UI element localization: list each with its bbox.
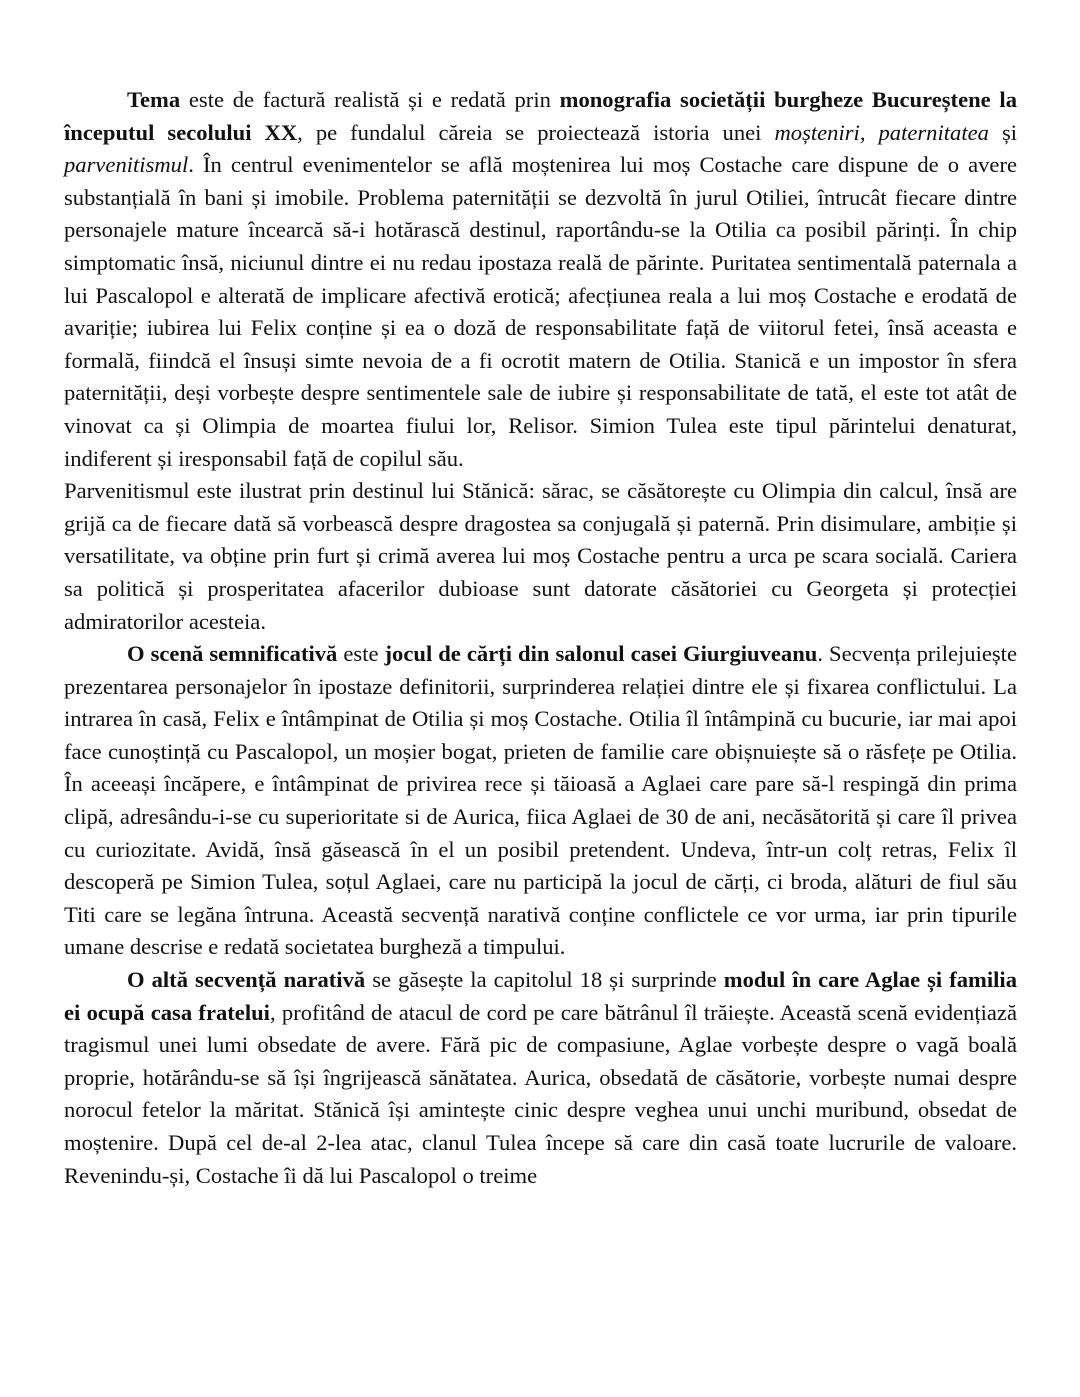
bold-text: O scenă semnificativă <box>127 641 338 667</box>
bold-text: Tema <box>127 87 181 112</box>
body-text: este de factură realistă și e redată prin <box>180 87 560 112</box>
italic-text: parvenitismul <box>64 152 189 178</box>
body-text: se găsește la capitolul 18 și surprinde <box>365 967 724 993</box>
body-text: , profitând de atacul de cord pe care bătrânul îl trăiește. Această scenă evidențiază tragismul unei lumi obsedate de avere. Fără pic de compasiune, Aglae vorbește despre o vagă boală proprie, hotărându-se să își îngrijească sănătatea. Aurica, obsedată de căsătorie, vorbește numai despre norocul fetelor la măritat. Stănică își amintește cinic despre veghea unui unchi muribund, obsedat de moștenire. După cel de-al 2-lea atac, clanul Tulea începe să care din casă toate lucrurile de valoare. Revenindu-și, Costache îi dă lui Pascalopol o treime <box>64 999 1017 1188</box>
document-page <box>64 84 1017 1192</box>
body-text: . În centrul evenimentelor se află moștenirea lui moș Costache care dispune de o avere substanțială în bani și imobile. Problema paternității se dezvoltă în jurul Otiliei, întrucât fiecare dintre personajele mature încearcă să-i hotărască destinul, raportându-se la Otilia ca posibil părinți. În chip simptomatic însă, niciunul dintre ei nu redau ipostaza reală de părinte. Puritatea sentimentală paternala a lui Pascalopol e alterată de implicare afectivă erotică; afecțiunea reala a lui moș Costache e erodată de avariție; iubirea lui Felix conține și ea o doză de responsabilitate față de viitorul fetei, însă aceasta e formală, fiindcă el însuși simte nevoia de a fi ocrotit matern de Otilia. Stanică e un impostor în sfera paternității, deși vorbește despre sentimentele sale de iubire și responsabilitate de tată, el este tot atât de vinovat ca și Olimpia de moartea fiului lor, Relisor. Simion Tulea este tipul părintelui denaturat, indiferent și iresponsabil față de copilul său. <box>64 152 1017 471</box>
body-text: Parvenitismul este ilustrat prin destinul lui Stănică: sărac, se căsătorește cu Olimpia din calcul, însă are grijă ca de fiecare dată să vorbească despre dragostea sa conjugală și paternă. Prin disimulare, ambiție și versatilitate, va obține prin furt și crimă averea lui moș Costache pentru a urca pe scara socială. Cariera sa politică și prosperitatea afacerilor dubioase sunt datorate căsătoriei cu Georgeta și protecției admiratorilor acesteia. <box>64 478 1017 634</box>
paragraph-theme <box>64 84 1017 475</box>
italic-text: moșteniri, paternitatea <box>774 119 989 145</box>
body-text: este <box>337 641 385 667</box>
paragraph-second-sequence <box>64 964 1017 1192</box>
paragraph-card-game-scene <box>64 638 1017 964</box>
body-text: , pe fundalul căreia se proiectează istoria unei <box>297 119 775 145</box>
bold-text: monografia societății burgheze Bucureștene la începutul secolului XX <box>64 87 1017 145</box>
paragraph-parvenitism <box>64 475 1017 638</box>
body-text: și <box>988 119 1018 145</box>
body-text: . Secvența prilejuiește prezentarea personajelor în ipostaze definitorii, surprinderea relației dintre ele și fixarea conflictului. La intrarea în casă, Felix e întâmpinat de Otilia și moș Costache. Otilia îl întâmpină cu bucurie, iar mai apoi face cunoștință cu Pascalopol, un moșier bogat, prieten de familie care obișnuiește să o răsfețe pe Otilia. În aceeași încăpere, e întâmpinat de privirea rece și tăioasă a Aglaei care pare să-l respingă din prima clipă, adresându-i-se cu superioritate si de Aurica, fiica Aglaei de 30 de ani, necăsătorită și care îl privea cu curiozitate. Avidă, însă găsească în el un posibil pretendent. Undeva, într-un colț retras, Felix îl descoperă pe Simion Tulea, soțul Aglaei, care nu participă la jocul de cărți, ci broda, alături de fiul său Titi care se legăna întruna. Această secvență narativă conține conflictele ce vor urma, iar prin tipurile umane descrise e redată societatea burgheză a timpului. <box>64 641 1017 960</box>
bold-text: O altă secvență narativă <box>127 967 366 993</box>
bold-text: modul în care Aglae și familia ei ocupă casa fratelui <box>64 967 1017 1025</box>
bold-text: jocul de cărți din salonul casei Giurgiuveanu <box>384 641 818 667</box>
